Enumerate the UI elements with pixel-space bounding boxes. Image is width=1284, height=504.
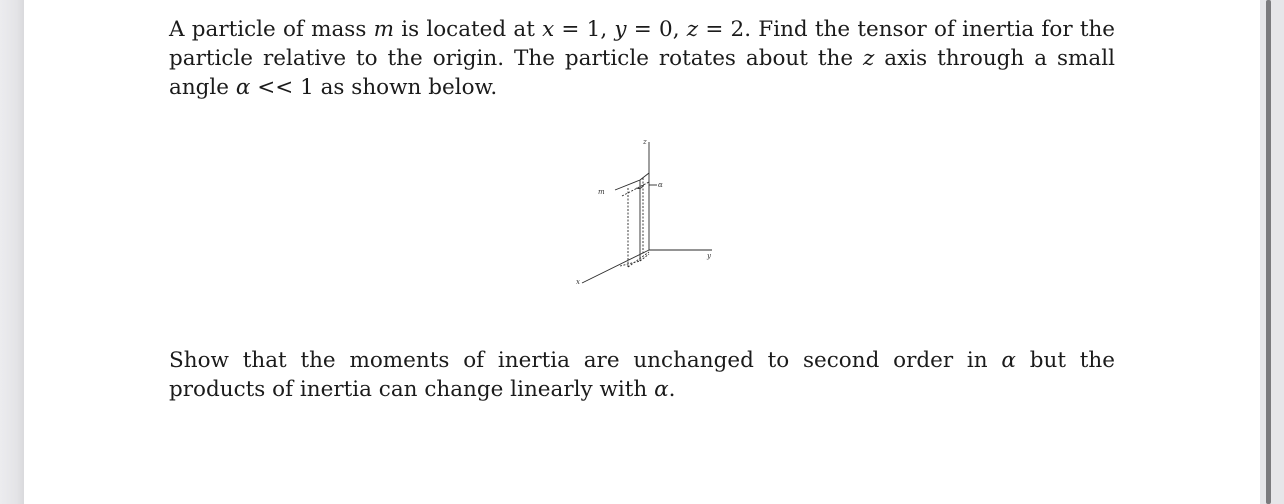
math-z: z (863, 46, 875, 71)
math-y: y (614, 17, 627, 42)
text-run: = 2. Find the tensor of inertia for the particle relative to the origin. The particle rotates about the (169, 17, 1116, 71)
label-alpha: α (658, 181, 663, 189)
math-x: x (542, 17, 555, 42)
text-run: = 0, (626, 17, 687, 42)
text-run: but the products of inertia can change linearly with (169, 348, 1115, 402)
math-z: z (686, 17, 699, 42)
vertical-scrollbar[interactable] (1266, 0, 1271, 504)
label-x: x (576, 278, 580, 286)
box-edge (640, 173, 649, 180)
math-m: m (373, 17, 394, 42)
box-edge (640, 254, 649, 261)
rotation-diagram (560, 130, 730, 295)
x-axis (582, 250, 649, 283)
text-run: axis through a small angle (169, 46, 1115, 100)
problem-question (169, 346, 1115, 404)
box-edge (628, 252, 649, 267)
math-alpha: α (654, 377, 669, 402)
box-edge (622, 182, 649, 196)
right-gutter (1260, 0, 1284, 504)
label-y: y (707, 252, 711, 260)
text-run: . (668, 377, 676, 402)
text-run: Show that the moments of inertia are unchanged to second order in (169, 348, 1002, 373)
left-gutter (0, 0, 24, 504)
math-alpha: α (235, 75, 251, 100)
text-run: << 1 as shown below. (250, 75, 498, 100)
label-m: m (598, 188, 605, 196)
math-alpha: α (1001, 348, 1016, 373)
problem-statement (169, 15, 1115, 102)
text-run: is located at (394, 17, 543, 42)
text-run: A particle of mass (169, 17, 374, 42)
label-z: z (643, 138, 647, 146)
text-run: = 1, (554, 17, 615, 42)
box-edge (620, 261, 640, 266)
